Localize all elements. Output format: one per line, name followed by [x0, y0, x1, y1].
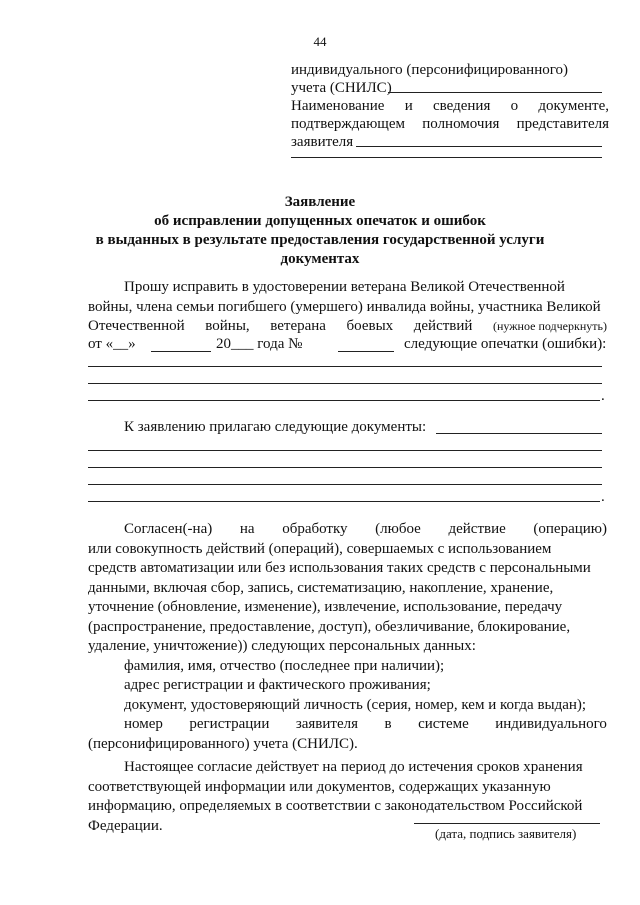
date-from-label: от «__» — [88, 336, 136, 352]
page-number: 44 — [313, 34, 327, 49]
errors-label: следующие опечатки (ошибки): — [404, 336, 607, 352]
consent-item-fio: фамилия, имя, отчество (последнее при наличии); — [124, 657, 445, 674]
snils-label-line1: индивидуального (персонифицированного) — [291, 62, 568, 78]
doc-number-field[interactable] — [338, 351, 394, 352]
underline-note: (нужное подчеркнуть) — [493, 319, 607, 333]
date-year-label: 20___ года № — [216, 336, 303, 352]
representative-doc-line3: заявителя — [291, 134, 354, 150]
attachments-field-line-2[interactable] — [88, 467, 602, 468]
consent-item-snils: номер регистрации заявителя в системе индивидуального — [124, 716, 607, 732]
consent-item-id-doc: документ, удостоверяющий личность (серия, номер, кем и когда выдан); — [124, 696, 587, 713]
errors-field-line-2[interactable] — [88, 383, 602, 384]
attachments-field-line-0[interactable] — [436, 433, 602, 434]
date-month-field[interactable] — [151, 351, 211, 352]
request-paragraph: Прошу исправить в удостоверении ветерана Великой Отечественной войны, члена семьи погибшего (умершего) инвалида войны, участника Великой Отечественной войны, ветерана боевых действий (нужное подчеркнуть) — [88, 278, 607, 337]
term-line2: соответствующей информации или документов, содержащих указанную — [88, 778, 551, 795]
period-mark-2: . — [601, 489, 605, 505]
period-mark: . — [601, 388, 605, 404]
document-title-line3: в выданных в результате предоставления государственной услуги — [95, 232, 545, 248]
applicant-info-block — [291, 61, 609, 151]
snils-field-line[interactable] — [388, 92, 602, 93]
document-title-line2: об исправлении допущенных опечаток и ошибок — [154, 213, 486, 229]
attachments-field-line-1[interactable] — [88, 450, 602, 451]
signature-caption: (дата, подпись заявителя) — [435, 826, 577, 841]
document-title: Заявление — [284, 194, 356, 210]
term-line4: Федерации. — [88, 817, 163, 834]
errors-field-line-3[interactable] — [88, 400, 600, 401]
snils-label-line2: учета (СНИЛС) — [291, 80, 392, 96]
representative-doc-line1: Наименование и сведения о документе, — [291, 98, 609, 114]
document-title-line4: документах — [280, 251, 360, 267]
attachments-field-line-4[interactable] — [88, 501, 600, 502]
attachments-field-line-3[interactable] — [88, 484, 602, 485]
term-line3: информацию, определяемых в соответствии с законодательством Российской — [88, 798, 583, 814]
signature-field-line[interactable] — [414, 823, 600, 824]
representative-doc-line2: подтверждающем полномочия представителя — [291, 116, 609, 132]
consent-paragraph: Согласен(-на) на обработку (любое действие (операцию) или совокупность действий (операций), совершаемых с использованием средств автоматизации или без использования таких средств с персональными данными, включая сбор, запись, систематизацию, накопление, хранение, уточнение (обновление, изменение), извлечение, использование, передачу (распространение, предоставление, доступ), обезличивание, блокирование, удаление, уничтожение)) следующих персональных данных: фамилия, имя, отчество (последнее при наличии); адрес регистрации и фактического проживания; документ, удостоверяющий личность (серия, номер, кем и когда выдан); номер регистрации заявителя в системе индивидуального (персонифицированного) учета (СНИЛС). Настоящее согласие действует на период до истечения сроков хранения соответствующей информации или документов, содержащих указанную информацию, определяемых в соответствии с законодательством Российской Федерации. — [88, 520, 607, 836]
attachments-label: К заявлению прилагаю следующие документы: — [124, 419, 427, 435]
term-line1: Настоящее согласие действует на период до истечения сроков хранения — [124, 759, 583, 775]
errors-field-line-1[interactable] — [88, 366, 602, 367]
applicant-doc-field-line[interactable] — [356, 146, 602, 147]
consent-item-address: адрес регистрации и фактического проживания; — [124, 677, 431, 693]
applicant-doc-field-line-2[interactable] — [291, 157, 602, 158]
